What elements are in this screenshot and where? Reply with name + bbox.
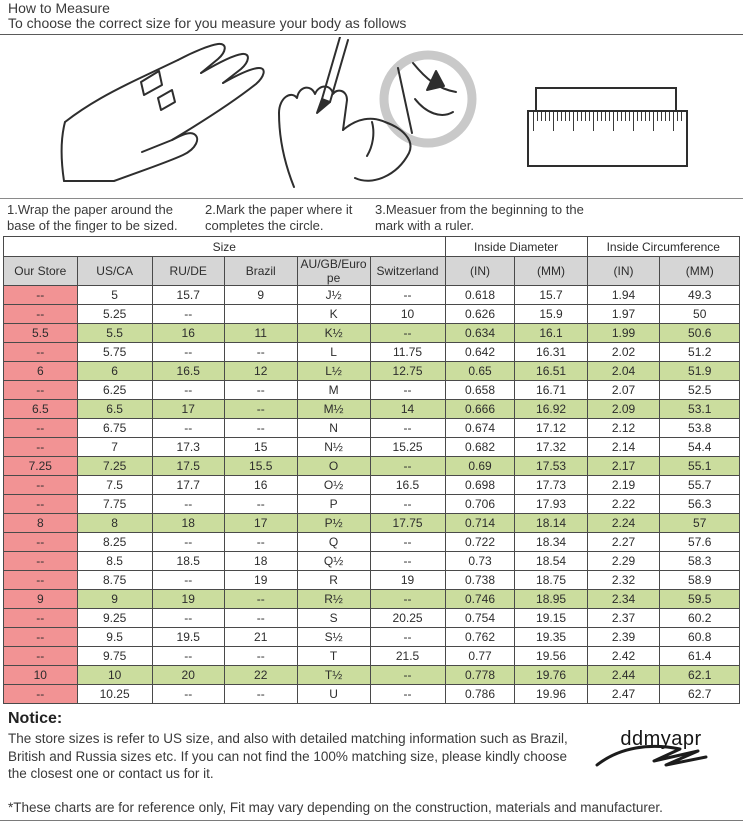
size-cell: 5.5: [77, 324, 152, 343]
col-header-switzerland: Switzerland: [370, 257, 445, 286]
page-header: [0, 0, 743, 35]
size-cell: --: [370, 457, 445, 476]
table-row: [4, 324, 740, 343]
size-cell: 7.25: [77, 457, 152, 476]
size-cell: R½: [297, 590, 370, 609]
table-row: [4, 666, 740, 685]
table-row: [4, 362, 740, 381]
size-cell: 17.3: [152, 438, 224, 457]
size-cell: N: [297, 419, 370, 438]
size-cell: 17.12: [515, 419, 587, 438]
size-cell: 18: [152, 514, 224, 533]
size-cell: 21: [224, 628, 297, 647]
size-cell: 1.99: [587, 324, 660, 343]
size-cell: --: [224, 419, 297, 438]
notice-footnote: *These charts are for reference only, Fit may vary depending on the construction, materials and manufacturer.: [8, 800, 663, 815]
col-header-au-gb-europe: AU/GB/Europe: [297, 257, 370, 286]
size-cell: 10.25: [77, 685, 152, 704]
size-cell: 58.3: [660, 552, 740, 571]
size-cell: 2.12: [587, 419, 660, 438]
size-cell: --: [224, 400, 297, 419]
size-cell: 8: [77, 514, 152, 533]
paper-strip: [535, 87, 677, 112]
size-cell: [224, 305, 297, 324]
table-row: [4, 343, 740, 362]
size-cell: --: [152, 685, 224, 704]
size-cell: 0.65: [445, 362, 515, 381]
size-cell: 0.618: [445, 286, 515, 305]
size-cell: --: [370, 628, 445, 647]
size-cell: 2.37: [587, 609, 660, 628]
size-cell: M: [297, 381, 370, 400]
size-cell: --: [224, 381, 297, 400]
size-cell: 9.25: [77, 609, 152, 628]
size-cell: T½: [297, 666, 370, 685]
size-cell: 18.95: [515, 590, 587, 609]
size-cell: 15: [224, 438, 297, 457]
table-row: [4, 590, 740, 609]
size-cell: 6: [77, 362, 152, 381]
size-cell: 12: [224, 362, 297, 381]
size-cell: 0.73: [445, 552, 515, 571]
size-cell: 7.5: [77, 476, 152, 495]
size-cell: 15.25: [370, 438, 445, 457]
size-cell: 60.2: [660, 609, 740, 628]
table-row: [4, 495, 740, 514]
size-cell: 18.34: [515, 533, 587, 552]
page-title: How to Measure: [8, 0, 110, 16]
size-cell: 19: [224, 571, 297, 590]
table-row: [4, 552, 740, 571]
size-cell: 0.754: [445, 609, 515, 628]
size-cell: --: [152, 571, 224, 590]
size-cell: 2.04: [587, 362, 660, 381]
size-cell: 11.75: [370, 343, 445, 362]
size-cell: 16.5: [152, 362, 224, 381]
size-cell: --: [370, 324, 445, 343]
size-cell: 0.778: [445, 666, 515, 685]
size-cell: 1.94: [587, 286, 660, 305]
size-cell: 2.29: [587, 552, 660, 571]
size-cell: 8.25: [77, 533, 152, 552]
size-cell: 0.642: [445, 343, 515, 362]
size-table-body: [4, 286, 740, 704]
size-cell: 17.5: [152, 457, 224, 476]
size-cell: 20.25: [370, 609, 445, 628]
step-1-text: 1.Wrap the paper around the base of the finger to be sized.: [7, 202, 178, 233]
size-cell: 7.75: [77, 495, 152, 514]
table-row: [4, 628, 740, 647]
our-store-cell: --: [4, 609, 78, 628]
size-cell: 53.1: [660, 400, 740, 419]
our-store-cell: --: [4, 419, 78, 438]
size-cell: O½: [297, 476, 370, 495]
size-cell: --: [152, 647, 224, 666]
size-cell: --: [224, 685, 297, 704]
ring-size-table: [3, 236, 740, 704]
size-cell: --: [224, 343, 297, 362]
size-cell: --: [152, 419, 224, 438]
group-header-inside-diameter: Inside Diameter: [445, 237, 587, 257]
size-cell: 6.25: [77, 381, 152, 400]
size-cell: 2.09: [587, 400, 660, 419]
size-cell: 2.27: [587, 533, 660, 552]
size-cell: 0.658: [445, 381, 515, 400]
size-cell: --: [224, 609, 297, 628]
notice-section: [0, 704, 743, 821]
size-cell: 9.75: [77, 647, 152, 666]
size-cell: 17.73: [515, 476, 587, 495]
size-cell: 9: [77, 590, 152, 609]
size-cell: 19.96: [515, 685, 587, 704]
size-cell: 18.75: [515, 571, 587, 590]
size-cell: 17.93: [515, 495, 587, 514]
measure-steps: [0, 198, 743, 236]
size-cell: O: [297, 457, 370, 476]
table-row: [4, 476, 740, 495]
our-store-cell: 5.5: [4, 324, 78, 343]
size-cell: L: [297, 343, 370, 362]
size-cell: 17: [152, 400, 224, 419]
size-cell: P½: [297, 514, 370, 533]
our-store-cell: --: [4, 533, 78, 552]
table-row: [4, 685, 740, 704]
size-cell: 6.5: [77, 400, 152, 419]
size-cell: 55.7: [660, 476, 740, 495]
col-header-circumference-in: (IN): [587, 257, 660, 286]
size-cell: 2.47: [587, 685, 660, 704]
size-cell: K: [297, 305, 370, 324]
size-cell: --: [370, 286, 445, 305]
brand-signature: [591, 728, 731, 769]
size-cell: --: [152, 343, 224, 362]
size-cell: 19: [370, 571, 445, 590]
size-cell: 19: [152, 590, 224, 609]
ruler-body: [527, 110, 688, 167]
size-cell: 16.31: [515, 343, 587, 362]
our-store-cell: --: [4, 552, 78, 571]
size-cell: 0.738: [445, 571, 515, 590]
size-cell: P: [297, 495, 370, 514]
size-cell: 18.5: [152, 552, 224, 571]
size-cell: 0.698: [445, 476, 515, 495]
size-cell: 55.1: [660, 457, 740, 476]
step-3-text: 3.Measuer from the beginning to the mark with a ruler.: [375, 202, 584, 233]
size-cell: 17.53: [515, 457, 587, 476]
size-cell: 50: [660, 305, 740, 324]
size-cell: 19.15: [515, 609, 587, 628]
size-cell: 2.14: [587, 438, 660, 457]
size-cell: 8.75: [77, 571, 152, 590]
size-cell: 17.32: [515, 438, 587, 457]
size-cell: 6.75: [77, 419, 152, 438]
size-cell: 11: [224, 324, 297, 343]
table-row: [4, 286, 740, 305]
size-cell: 0.786: [445, 685, 515, 704]
size-cell: 20: [152, 666, 224, 685]
col-header-brazil: Brazil: [224, 257, 297, 286]
size-cell: L½: [297, 362, 370, 381]
our-store-cell: 8: [4, 514, 78, 533]
size-cell: --: [152, 381, 224, 400]
size-cell: 2.22: [587, 495, 660, 514]
notice-body-text: The store sizes is refer to US size, and also with detailed matching information such as Brazil, British and Russia sizes etc. If you can not find the 100% matching size, please kindly choose the closest one or contact us for it.: [8, 731, 568, 781]
table-row: [4, 571, 740, 590]
our-store-cell: 6.5: [4, 400, 78, 419]
size-cell: 14: [370, 400, 445, 419]
size-cell: 22: [224, 666, 297, 685]
size-cell: --: [370, 381, 445, 400]
table-row: [4, 419, 740, 438]
ruler-ticks: [533, 112, 682, 131]
size-cell: 15.7: [152, 286, 224, 305]
size-cell: 16.5: [370, 476, 445, 495]
size-cell: 9: [224, 286, 297, 305]
size-cell: 0.634: [445, 324, 515, 343]
size-cell: 57.6: [660, 533, 740, 552]
size-cell: 19.35: [515, 628, 587, 647]
size-cell: 61.4: [660, 647, 740, 666]
table-row: [4, 609, 740, 628]
size-cell: 12.75: [370, 362, 445, 381]
size-cell: 0.706: [445, 495, 515, 514]
size-cell: 16: [224, 476, 297, 495]
size-cell: 57: [660, 514, 740, 533]
col-header-us-ca: US/CA: [77, 257, 152, 286]
size-cell: 51.9: [660, 362, 740, 381]
size-cell: 2.44: [587, 666, 660, 685]
size-cell: 2.32: [587, 571, 660, 590]
our-store-cell: --: [4, 286, 78, 305]
size-cell: 62.1: [660, 666, 740, 685]
group-header-inside-circumference: Inside Circumference: [587, 237, 739, 257]
table-row: [4, 514, 740, 533]
size-cell: --: [224, 495, 297, 514]
size-cell: Q½: [297, 552, 370, 571]
size-cell: --: [370, 552, 445, 571]
table-column-header-row: [4, 257, 740, 286]
size-cell: 5.75: [77, 343, 152, 362]
size-cell: R: [297, 571, 370, 590]
size-cell: 17.75: [370, 514, 445, 533]
size-cell: Q: [297, 533, 370, 552]
size-cell: 9.5: [77, 628, 152, 647]
size-cell: 2.19: [587, 476, 660, 495]
size-cell: 18.54: [515, 552, 587, 571]
page-subtitle: To choose the correct size for you measure your body as follows: [8, 15, 407, 31]
size-cell: 60.8: [660, 628, 740, 647]
size-cell: 15.5: [224, 457, 297, 476]
our-store-cell: --: [4, 381, 78, 400]
size-cell: 52.5: [660, 381, 740, 400]
size-cell: 7: [77, 438, 152, 457]
size-cell: 17: [224, 514, 297, 533]
size-cell: 21.5: [370, 647, 445, 666]
size-cell: --: [370, 590, 445, 609]
size-cell: --: [370, 666, 445, 685]
col-header-diameter-in: (IN): [445, 257, 515, 286]
size-cell: 0.746: [445, 590, 515, 609]
size-cell: T: [297, 647, 370, 666]
size-cell: --: [224, 533, 297, 552]
brand-signature-text: ddmyapr: [620, 728, 702, 750]
size-cell: 0.77: [445, 647, 515, 666]
col-header-diameter-mm: (MM): [515, 257, 587, 286]
size-cell: 50.6: [660, 324, 740, 343]
size-cell: 10: [370, 305, 445, 324]
size-cell: 18.14: [515, 514, 587, 533]
size-cell: 54.4: [660, 438, 740, 457]
size-cell: 2.24: [587, 514, 660, 533]
size-cell: 16.51: [515, 362, 587, 381]
size-cell: --: [370, 419, 445, 438]
size-cell: 2.07: [587, 381, 660, 400]
size-cell: 2.02: [587, 343, 660, 362]
notice-heading: Notice:: [8, 710, 63, 727]
ruler-illustration: [527, 87, 692, 173]
size-cell: 2.39: [587, 628, 660, 647]
size-cell: 0.674: [445, 419, 515, 438]
size-cell: K½: [297, 324, 370, 343]
size-cell: --: [152, 533, 224, 552]
our-store-cell: 6: [4, 362, 78, 381]
col-header-circumference-mm: (MM): [660, 257, 740, 286]
our-store-cell: --: [4, 628, 78, 647]
size-cell: 18: [224, 552, 297, 571]
size-cell: --: [224, 647, 297, 666]
size-cell: 2.34: [587, 590, 660, 609]
size-cell: 56.3: [660, 495, 740, 514]
size-cell: 1.97: [587, 305, 660, 324]
size-cell: 0.722: [445, 533, 515, 552]
our-store-cell: --: [4, 305, 78, 324]
pencil-mark-illustration: [276, 37, 494, 192]
size-cell: 16.71: [515, 381, 587, 400]
size-cell: 0.69: [445, 457, 515, 476]
size-cell: M½: [297, 400, 370, 419]
table-row: [4, 457, 740, 476]
size-cell: 58.9: [660, 571, 740, 590]
size-cell: 5: [77, 286, 152, 305]
size-cell: 19.5: [152, 628, 224, 647]
our-store-cell: --: [4, 476, 78, 495]
size-cell: 49.3: [660, 286, 740, 305]
our-store-cell: --: [4, 647, 78, 666]
table-row: [4, 400, 740, 419]
size-cell: --: [370, 533, 445, 552]
table-row: [4, 438, 740, 457]
table-row: [4, 533, 740, 552]
table-row: [4, 381, 740, 400]
size-cell: 62.7: [660, 685, 740, 704]
size-cell: U: [297, 685, 370, 704]
size-cell: --: [224, 590, 297, 609]
size-cell: 0.666: [445, 400, 515, 419]
size-cell: 2.17: [587, 457, 660, 476]
size-cell: J½: [297, 286, 370, 305]
measure-illustrations: [0, 35, 743, 198]
size-cell: --: [152, 305, 224, 324]
size-cell: 10: [77, 666, 152, 685]
size-cell: 15.9: [515, 305, 587, 324]
our-store-cell: --: [4, 571, 78, 590]
our-store-cell: 9: [4, 590, 78, 609]
size-cell: --: [152, 495, 224, 514]
table-row: [4, 647, 740, 666]
size-cell: 51.2: [660, 343, 740, 362]
size-cell: 53.8: [660, 419, 740, 438]
size-cell: 8.5: [77, 552, 152, 571]
table-row: [4, 305, 740, 324]
table-group-header-row: [4, 237, 740, 257]
our-store-cell: --: [4, 438, 78, 457]
our-store-cell: --: [4, 495, 78, 514]
size-cell: 16: [152, 324, 224, 343]
size-cell: 5.25: [77, 305, 152, 324]
size-cell: 0.682: [445, 438, 515, 457]
size-cell: 19.56: [515, 647, 587, 666]
our-store-cell: --: [4, 343, 78, 362]
step-2-text: 2.Mark the paper where it completes the circle.: [205, 202, 353, 233]
size-cell: 15.7: [515, 286, 587, 305]
col-header-ru-de: RU/DE: [152, 257, 224, 286]
size-cell: 16.92: [515, 400, 587, 419]
size-cell: 17.7: [152, 476, 224, 495]
size-cell: N½: [297, 438, 370, 457]
size-cell: S½: [297, 628, 370, 647]
size-cell: 2.42: [587, 647, 660, 666]
size-cell: 16.1: [515, 324, 587, 343]
size-cell: --: [370, 685, 445, 704]
group-header-size: Size: [4, 237, 446, 257]
size-cell: 59.5: [660, 590, 740, 609]
size-cell: 19.76: [515, 666, 587, 685]
our-store-cell: 10: [4, 666, 78, 685]
size-cell: 0.762: [445, 628, 515, 647]
size-cell: 0.626: [445, 305, 515, 324]
size-cell: S: [297, 609, 370, 628]
size-cell: --: [370, 495, 445, 514]
size-cell: 0.714: [445, 514, 515, 533]
col-header-our-store: Our Store: [4, 257, 78, 286]
size-cell: --: [152, 609, 224, 628]
our-store-cell: --: [4, 685, 78, 704]
our-store-cell: 7.25: [4, 457, 78, 476]
